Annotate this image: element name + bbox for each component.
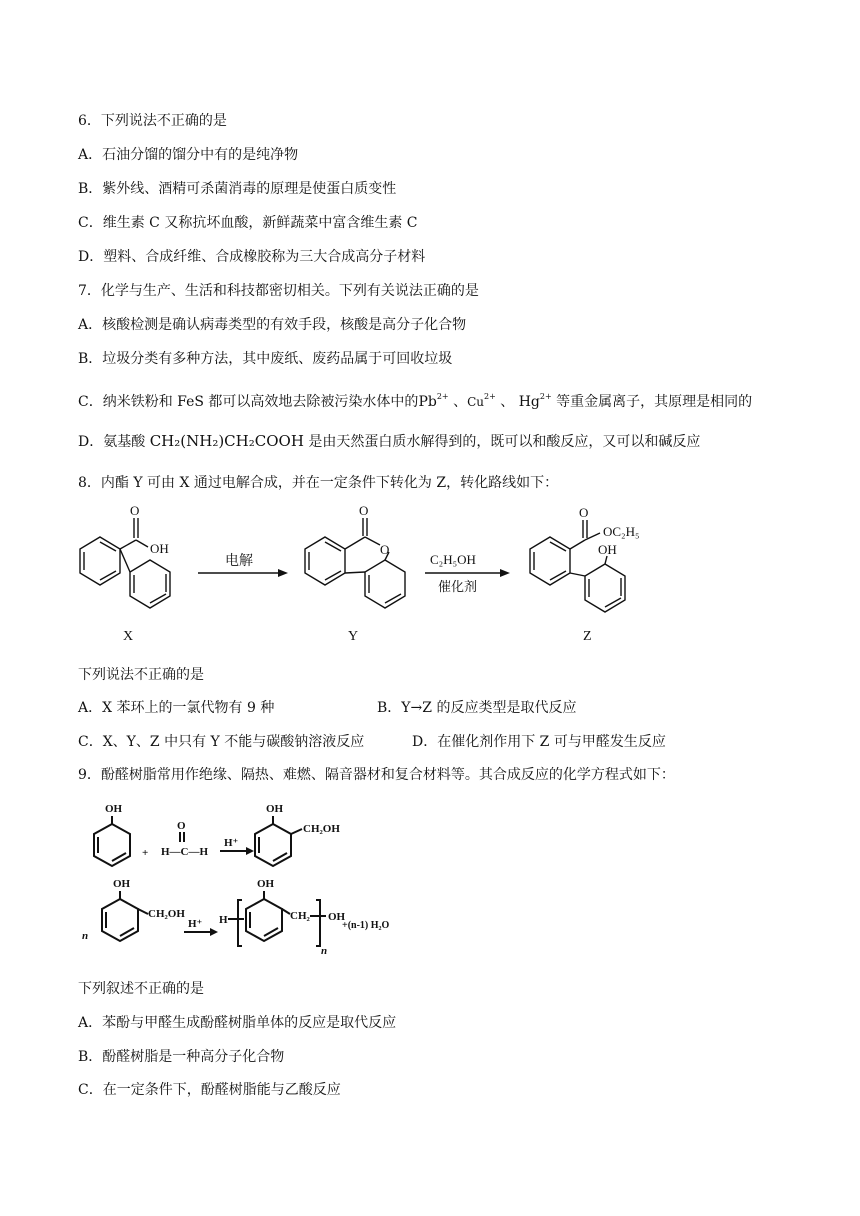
z-carbonyl-o: O bbox=[579, 505, 589, 520]
formaldehyde-o: O bbox=[177, 820, 186, 832]
q7-option-a: A．核酸检测是确认病毒类型的有效手段，核酸是高分子化合物 bbox=[78, 317, 467, 333]
q8-option-b: B．Y→Z 的反应类型是取代反应 bbox=[377, 700, 577, 716]
polymer-ch2: CH₂ bbox=[290, 910, 310, 922]
q9-option-b: B．酚醛树脂是一种高分子化合物 bbox=[78, 1049, 285, 1065]
q6-stem: 6．下列说法不正确的是 bbox=[78, 113, 227, 129]
z-hydroxyl: OH bbox=[598, 542, 617, 557]
product-ch2oh: CH₂OH bbox=[303, 823, 340, 835]
label-z: Z bbox=[583, 629, 592, 644]
monomer-oh: OH bbox=[113, 878, 131, 890]
formaldehyde: H—C—H bbox=[161, 846, 209, 858]
polymer-end-h: H bbox=[219, 914, 228, 926]
y-carbonyl-o: O bbox=[359, 503, 369, 518]
arrow2-reagent: C₂H₅OH bbox=[430, 552, 476, 567]
x-carbonyl-o: O bbox=[130, 503, 140, 518]
polymer-end-oh: OH bbox=[328, 911, 346, 923]
z-ester-group: OC₂H₅ bbox=[603, 524, 640, 539]
q8-reaction-scheme bbox=[70, 500, 690, 650]
phenol-oh: OH bbox=[105, 803, 123, 815]
monomer-ch2oh: CH₂OH bbox=[148, 908, 185, 920]
q8-option-a: A．X 苯环上的一氯代物有 9 种 bbox=[78, 700, 275, 716]
polymer-oh: OH bbox=[257, 878, 275, 890]
acid-catalyst-1: H⁺ bbox=[224, 837, 239, 849]
q9-option-a: A．苯酚与甲醛生成酚醛树脂单体的反应是取代反应 bbox=[78, 1015, 397, 1031]
label-y: Y bbox=[348, 629, 359, 644]
q9-option-c: C．在一定条件下，酚醛树脂能与乙酸反应 bbox=[78, 1082, 341, 1098]
ion-pb: $Pb^{2+}$ bbox=[418, 392, 449, 410]
q8-option-d: D．在催化剂作用下 Z 可与甲醛发生反应 bbox=[412, 734, 666, 750]
monomer-count: n bbox=[82, 930, 89, 942]
water-byproduct: +(n-1) H₂O bbox=[342, 920, 390, 931]
q7-stem: 7．化学与生产、生活和科技都密切相关。下列有关说法正确的是 bbox=[78, 283, 479, 299]
q9-reaction-scheme bbox=[78, 796, 438, 966]
arrow1-condition: 电解 bbox=[225, 554, 253, 569]
label-x: X bbox=[123, 629, 134, 644]
q6-option-c: C．维生素 C 又称抗坏血酸，新鲜蔬菜中富含维生素 C bbox=[78, 215, 418, 231]
q8-option-c: C．X、Y、Z 中只有 Y 不能与碳酸钠溶液反应 bbox=[78, 734, 365, 750]
acid-catalyst-2: H⁺ bbox=[188, 918, 203, 930]
glycine-formula: CH₂(NH₂)CH₂COOH bbox=[149, 432, 304, 450]
ion-cu: $Cu^{2+}$ bbox=[467, 392, 496, 409]
product-oh: OH bbox=[266, 803, 284, 815]
q7-option-c: C．纳米铁粉和 FeS 都可以高效地去除被污染水体中的$Pb^{2+}$ 、$Cu^{2+}$ 、 $Hg^{2+}$ 等重金属离子，其原理是相同的 bbox=[78, 392, 753, 410]
q6-option-a: A．石油分馏的馏分中有的是纯净物 bbox=[78, 147, 299, 163]
polymer-subscript-n: n bbox=[321, 945, 328, 957]
q7-option-d: D．氨基酸 CH₂(NH₂)CH₂COOH 是由天然蛋白质水解得到的，既可以和酸反应，又可以和碱反应 bbox=[78, 432, 701, 450]
plus-sign: + bbox=[142, 847, 149, 859]
arrow2-catalyst: 催化剂 bbox=[438, 579, 478, 594]
x-hydroxyl: OH bbox=[150, 541, 169, 556]
ion-hg: $Hg^{2+}$ bbox=[518, 392, 552, 410]
q9-stem: 9．酚醛树脂常用作绝缘、隔热、难燃、隔音器材和复合材料等。其合成反应的化学方程式如下： bbox=[78, 767, 675, 783]
q6-option-d: D．塑料、合成纤维、合成橡胶称为三大合成高分子材料 bbox=[78, 249, 426, 265]
q6-option-b: B．紫外线、酒精可杀菌消毒的原理是使蛋白质变性 bbox=[78, 181, 397, 197]
y-ring-o: O bbox=[380, 542, 390, 557]
q8-prompt: 下列说法不正确的是 bbox=[78, 667, 204, 683]
q7-c-text: C．纳米铁粉和 FeS 都可以高效地去除被污染水体中的 bbox=[78, 394, 419, 410]
q7-option-b: B．垃圾分类有多种方法，其中废纸、废药品属于可回收垃圾 bbox=[78, 351, 453, 367]
q8-stem: 8．内酯 Y 可由 X 通过电解合成，并在一定条件下转化为 Z，转化路线如下： bbox=[78, 475, 559, 491]
q9-prompt: 下列叙述不正确的是 bbox=[78, 981, 204, 997]
